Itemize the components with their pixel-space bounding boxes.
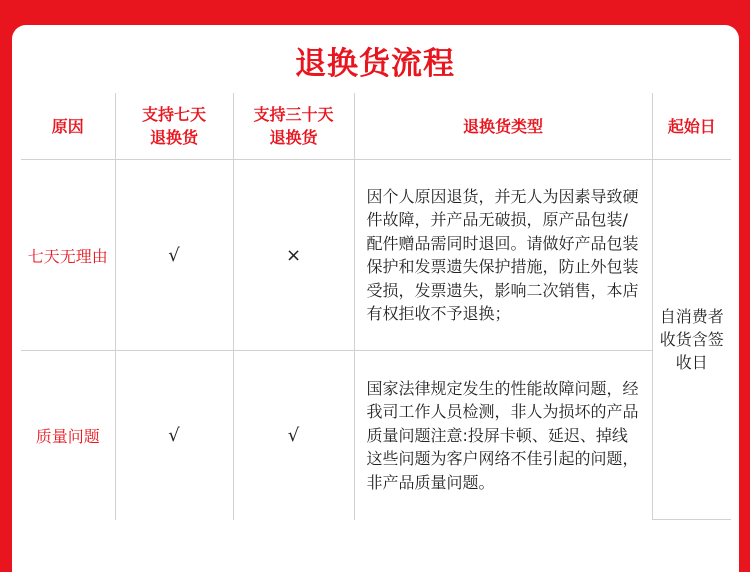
return-type-description: 因个人原因退货，并无人为因素导致硬件故障，并产品无破损，原产品包装/配件赠品需同时退回。请做好产品包装保护和发票遗失保护措施，防止外包装受损，发票遗失，影响二次销售，本店有权拒收不予退换； [354, 160, 652, 351]
row-reason: 质量问题 [21, 351, 115, 520]
header-thirty-day-line1: 支持三十天 [253, 105, 334, 124]
header-reason: 原因 [21, 93, 115, 160]
header-thirty-day-line2: 退换货 [269, 128, 318, 147]
header-type: 退换货类型 [354, 93, 652, 160]
header-thirty-day [233, 93, 354, 160]
header-seven-day-line2: 退换货 [149, 128, 198, 147]
page-title: 退换货流程 [295, 46, 455, 82]
table-row [21, 160, 731, 351]
thirty-day-mark: √ [233, 351, 354, 520]
table-row [21, 351, 731, 520]
seven-day-mark: √ [115, 160, 233, 351]
thirty-day-mark: × [233, 160, 354, 351]
start-date-cell: 自消费者收货含签收日 [652, 160, 731, 520]
return-type-description: 国家法律规定发生的性能故障问题，经我司工作人员检测，非人为损坏的产品质量问题注意:投屏卡顿、延迟、掉线这些问题为客户网络不佳引起的问题，非产品质量问题。 [354, 351, 652, 520]
header-start: 起始日 [652, 93, 731, 160]
table-header-row [21, 93, 731, 160]
row-reason: 七天无理由 [21, 160, 115, 351]
header-seven-day [115, 93, 233, 160]
seven-day-mark: √ [115, 351, 233, 520]
return-policy-table [21, 93, 731, 520]
header-seven-day-line1: 支持七天 [141, 105, 206, 124]
